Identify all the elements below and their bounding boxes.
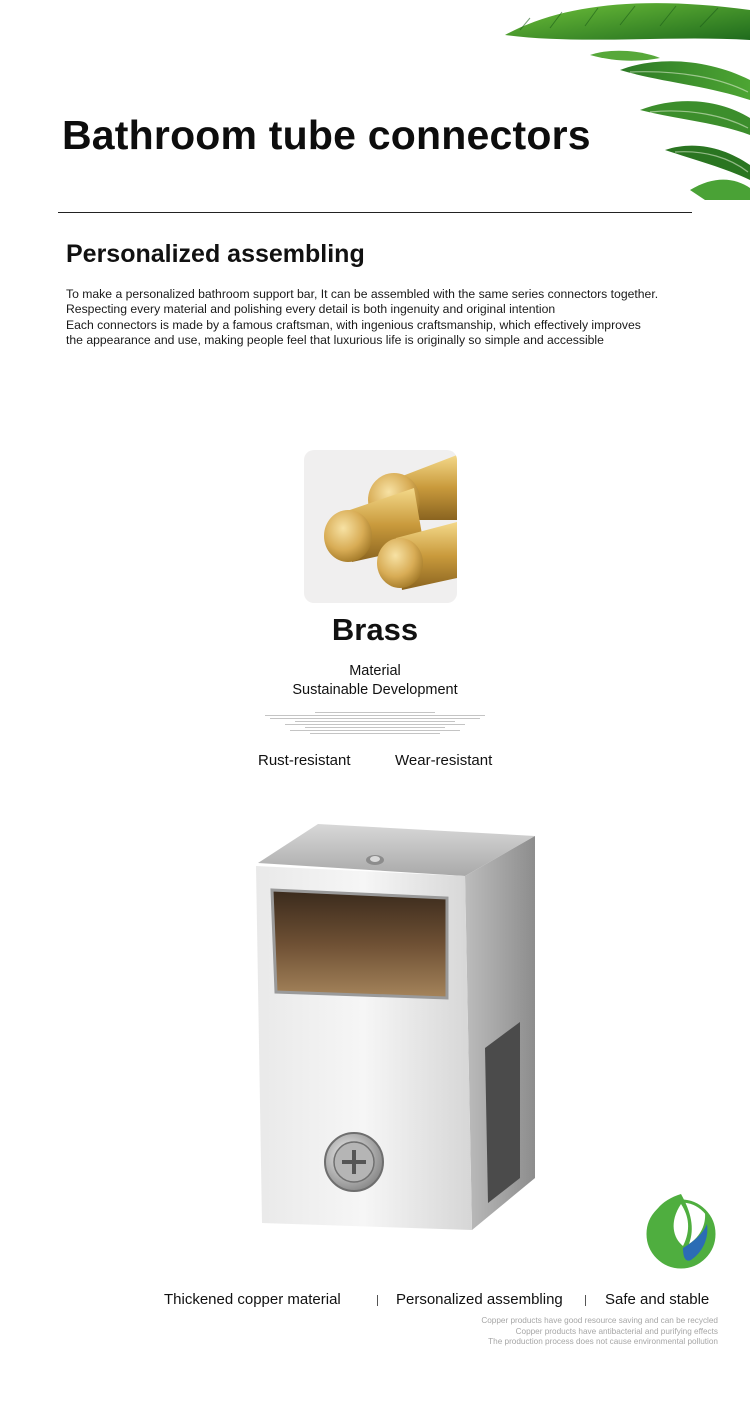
intro-line: the appearance and use, making people feel that luxurious life is originally so simple and accessible [66, 333, 604, 348]
intro-line: Each connectors is made by a famous craftsman, with ingenious craftsmanship, which effectively improves [66, 317, 641, 332]
feature-wear-resistant: Wear-resistant [395, 752, 493, 769]
feature-divider [585, 1295, 586, 1306]
feature-divider [377, 1295, 378, 1306]
material-name: Brass [331, 612, 419, 647]
note-line: The production process does not cause environmental pollution [488, 1337, 718, 1347]
product-notes [481, 1316, 718, 1348]
product-features [0, 1291, 750, 1313]
eco-leaf-logo [643, 1190, 719, 1270]
title-divider [58, 212, 692, 213]
intro-description [66, 287, 726, 349]
note-line: Copper products have antibacterial and purifying effects [515, 1326, 718, 1336]
intro-line: To make a personalized bathroom support bar, It can be assembled with the same series connectors together. [66, 287, 659, 301]
tube-connector-image [250, 818, 550, 1238]
note-line: Copper products have good resource saving and can be recycled [481, 1316, 718, 1325]
page-title: Bathroom tube connectors [62, 112, 591, 158]
material-label: Material [349, 663, 401, 679]
feature-safe-stable: Safe and stable [605, 1291, 710, 1308]
material-subtitle: Sustainable Development [292, 682, 458, 698]
palm-leaves-decoration [490, 0, 750, 200]
intro-line: Respecting every material and polishing every detail is both ingenuity and original intention [66, 302, 556, 317]
feature-personalized-assembling: Personalized assembling [396, 1291, 563, 1308]
feature-thickened-copper: Thickened copper material [164, 1291, 341, 1308]
fine-print-decoration [260, 712, 490, 738]
section-subtitle: Personalized assembling [66, 240, 365, 268]
feature-rust-resistant: Rust-resistant [258, 752, 351, 769]
brass-rods-image [304, 450, 457, 603]
